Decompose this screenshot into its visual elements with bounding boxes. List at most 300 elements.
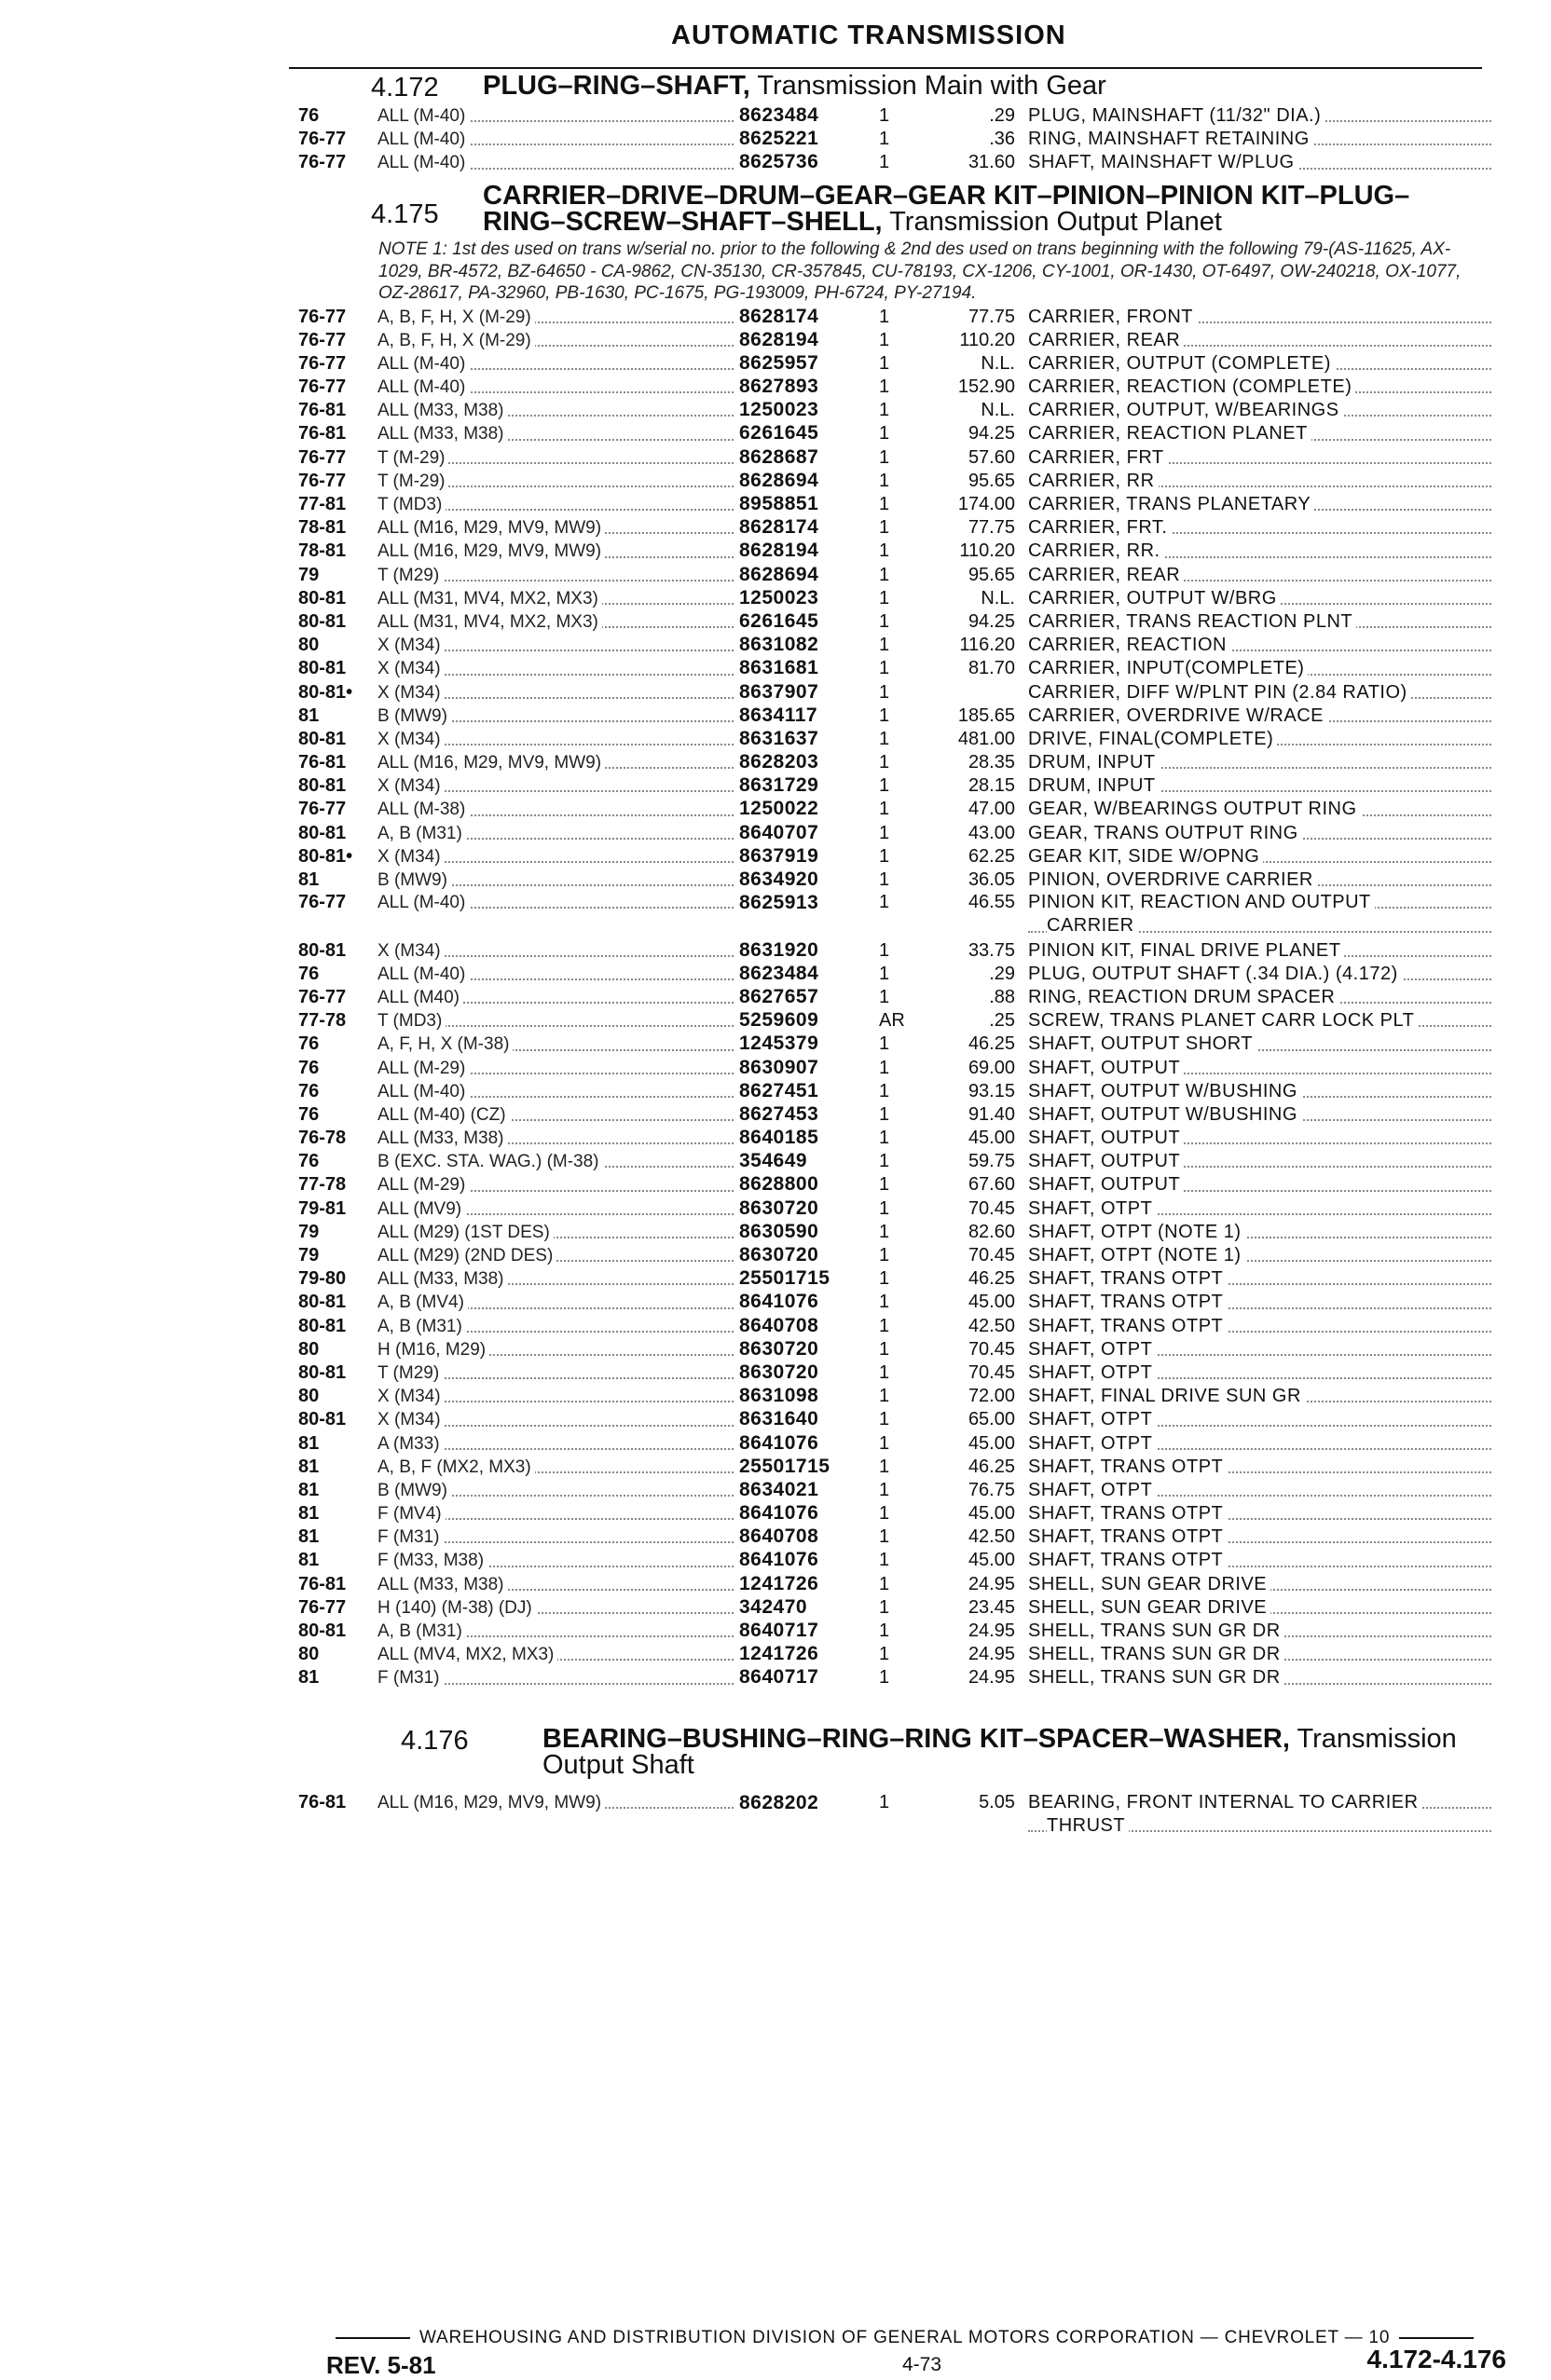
table-row <box>298 1431 1495 1455</box>
application <box>377 128 739 151</box>
part-description <box>1028 493 1495 516</box>
table-row <box>298 1290 1495 1313</box>
description-text: SHELL, TRANS SUN GR DR <box>1028 1644 1284 1664</box>
description-line <box>1028 1009 1495 1033</box>
part-description <box>1028 939 1495 963</box>
application-text: ALL (M-40) (CZ) <box>377 1105 510 1125</box>
description-text: CARRIER, REAR <box>1028 565 1184 585</box>
quantity: 1 <box>879 1361 890 1383</box>
description-line <box>1028 1620 1495 1643</box>
part-number: 8627893 <box>739 376 819 398</box>
application-text: B (MW9) <box>377 706 451 726</box>
description-line <box>1028 704 1495 728</box>
part-number: 8628174 <box>739 516 819 539</box>
list-price: .25 <box>989 1010 1015 1032</box>
description-line <box>1028 1361 1495 1385</box>
table-row <box>298 656 1495 679</box>
application <box>377 1666 739 1689</box>
application-text: ALL (M33, M38) <box>377 424 508 444</box>
part-description <box>1028 446 1495 470</box>
application <box>377 1573 739 1596</box>
application <box>377 1408 739 1431</box>
description-text: CARRIER, TRANS PLANETARY <box>1028 494 1314 514</box>
list-price: 82.60 <box>968 1221 1015 1242</box>
description-line <box>1028 1479 1495 1502</box>
part-description <box>1028 540 1495 563</box>
part-number: 8637919 <box>739 844 819 867</box>
table-row <box>298 1079 1495 1102</box>
part-description <box>1028 329 1495 352</box>
model-year: 80-81 <box>298 1361 347 1383</box>
part-description <box>1028 822 1495 845</box>
part-number: 25501715 <box>739 1455 830 1477</box>
table-row <box>298 797 1495 820</box>
list-price: 70.45 <box>968 1361 1015 1383</box>
part-number: 8641076 <box>739 1549 819 1571</box>
quantity: 1 <box>879 1644 890 1665</box>
description-line <box>1028 728 1495 751</box>
application-text: T (M29) <box>377 566 443 585</box>
part-description <box>1028 1502 1495 1525</box>
part-description <box>1028 1408 1495 1431</box>
description-line <box>1028 751 1495 774</box>
quantity: AR <box>879 1010 905 1032</box>
description-text: PINION KIT, FINAL DRIVE PLANET <box>1028 940 1344 961</box>
application-text: ALL (M-29) <box>377 1059 469 1078</box>
application-text: ALL (M16, M29, MV9, MW9) <box>377 518 605 538</box>
application <box>377 422 739 445</box>
list-price: 46.25 <box>968 1268 1015 1290</box>
table-row <box>298 633 1495 656</box>
application <box>377 470 739 493</box>
part-description <box>1028 422 1495 445</box>
list-price: 185.65 <box>957 704 1015 726</box>
table-row <box>298 305 1495 328</box>
quantity: 1 <box>879 728 890 749</box>
part-number: 8625221 <box>739 128 819 150</box>
table-row <box>298 1407 1495 1430</box>
section-number: 4.176 <box>401 1726 469 1756</box>
description-text: DRIVE, FINAL(COMPLETE) <box>1028 729 1277 749</box>
table-row <box>298 351 1495 375</box>
section-4-172 <box>298 73 1495 174</box>
part-description <box>1028 986 1495 1009</box>
table-row <box>298 539 1495 562</box>
part-number: 8628694 <box>739 563 819 585</box>
part-number: 8631082 <box>739 634 819 656</box>
table-row <box>298 1032 1495 1055</box>
section-title-line2-rest: Output Shaft <box>542 1750 694 1780</box>
list-price: 57.60 <box>968 446 1015 468</box>
part-number: 8628694 <box>739 469 819 491</box>
list-price: 77.75 <box>968 306 1015 327</box>
quantity: 1 <box>879 1409 890 1430</box>
list-price: 28.35 <box>968 752 1015 773</box>
description-line <box>1028 104 1495 128</box>
description-text: SHAFT, OTPT <box>1028 1409 1156 1429</box>
application <box>377 751 739 774</box>
table-row <box>298 515 1495 539</box>
section-4-176 <box>298 1726 1495 1838</box>
part-description <box>1028 1009 1495 1033</box>
list-price: 23.45 <box>968 1596 1015 1618</box>
application <box>377 1456 739 1479</box>
description-line <box>1028 681 1495 704</box>
description-text: GEAR KIT, SIDE W/OPNG <box>1028 846 1263 867</box>
application <box>377 1596 739 1620</box>
quantity: 1 <box>879 658 890 679</box>
list-price: 45.00 <box>968 1432 1015 1454</box>
quantity: 1 <box>879 635 890 656</box>
section-4-175 <box>298 183 1495 1689</box>
part-number: 8641076 <box>739 1502 819 1525</box>
model-year: 76-77 <box>298 152 347 173</box>
description-text: SHAFT, TRANS OTPT <box>1028 1550 1227 1570</box>
quantity: 1 <box>879 306 890 327</box>
table-row <box>298 1619 1495 1642</box>
part-description <box>1028 104 1495 128</box>
model-year: 76-77 <box>298 799 347 820</box>
model-year: 81 <box>298 1550 320 1571</box>
description-text: CARRIER, REAR <box>1028 330 1184 350</box>
part-description <box>1028 1080 1495 1103</box>
model-year: 80-81• <box>298 845 353 867</box>
table-row <box>298 1149 1495 1172</box>
table-row <box>298 962 1495 985</box>
page-header-title: AUTOMATIC TRANSMISSION <box>671 21 1066 50</box>
section-title-rest: Transmission Main with Gear <box>749 71 1106 101</box>
model-year: 76-77 <box>298 892 347 913</box>
quantity: 1 <box>879 1503 890 1525</box>
part-description <box>1028 1267 1495 1291</box>
section-title <box>542 1726 1457 1778</box>
description-line <box>1028 1057 1495 1080</box>
quantity: 1 <box>879 1573 890 1594</box>
table-row <box>298 704 1495 727</box>
part-description <box>1028 1103 1495 1127</box>
table-row <box>298 1172 1495 1196</box>
part-description <box>1028 774 1495 798</box>
list-price: 46.55 <box>968 892 1015 913</box>
list-price: N.L. <box>981 352 1015 374</box>
description-line <box>1028 1432 1495 1456</box>
application-text: ALL (M33, M38) <box>377 1128 508 1148</box>
part-number: 1250023 <box>739 586 819 609</box>
quantity: 1 <box>879 1221 890 1242</box>
list-price: 94.25 <box>968 423 1015 445</box>
application <box>377 493 739 516</box>
list-price: .36 <box>989 129 1015 150</box>
part-number: 8640707 <box>739 821 819 843</box>
table-row <box>298 727 1495 750</box>
list-price: 24.95 <box>968 1644 1015 1665</box>
model-year: 76 <box>298 1033 320 1055</box>
model-year: 76 <box>298 1080 320 1101</box>
quantity: 1 <box>879 517 890 539</box>
description-line <box>1028 516 1495 540</box>
application-text: X (M34) <box>377 730 445 749</box>
table-row <box>298 492 1495 515</box>
model-year: 76 <box>298 963 320 984</box>
part-description <box>1028 657 1495 680</box>
application-text: B (EXC. STA. WAG.) (M-38) <box>377 1152 603 1171</box>
description-line <box>1028 939 1495 963</box>
description-line <box>1028 1173 1495 1197</box>
quantity: 1 <box>879 1456 890 1477</box>
description-line <box>1028 1103 1495 1127</box>
model-year: 80 <box>298 1386 320 1407</box>
model-year: 76-77 <box>298 306 347 327</box>
application <box>377 1103 739 1127</box>
application-text: T (M29) <box>377 1363 443 1383</box>
description-text: CARRIER, DIFF W/PLNT PIN (2.84 RATIO) <box>1028 682 1411 703</box>
list-price: 5.05 <box>979 1792 1015 1812</box>
description-line <box>1028 470 1495 493</box>
model-year: 80-81 <box>298 610 347 632</box>
description-text: SHAFT, OTPT <box>1028 1433 1156 1454</box>
description-line <box>1028 1525 1495 1549</box>
quantity: 1 <box>879 1103 890 1125</box>
quantity: 1 <box>879 540 890 562</box>
parts-list <box>298 103 1495 174</box>
model-year: 76-77 <box>298 329 347 350</box>
application <box>377 1479 739 1502</box>
quantity: 1 <box>879 1174 890 1196</box>
description-text: CARRIER, TRANS REACTION PLNT <box>1028 611 1356 632</box>
table-row <box>298 609 1495 633</box>
table-row <box>298 821 1495 844</box>
quantity: 1 <box>879 1432 890 1454</box>
description-line <box>1028 493 1495 516</box>
model-year: 76 <box>298 1057 320 1078</box>
description-line <box>1028 399 1495 422</box>
part-number: 8628194 <box>739 540 819 562</box>
quantity: 1 <box>879 1621 890 1642</box>
model-year: 80-81 <box>298 939 347 961</box>
description-line <box>1028 1267 1495 1291</box>
description-text: THRUST <box>1047 1815 1129 1836</box>
description-text: PLUG, MAINSHAFT (11/32" DIA.) <box>1028 105 1325 126</box>
description-text: DRUM, INPUT <box>1028 775 1160 796</box>
table-row <box>298 891 1495 937</box>
part-number: 8640185 <box>739 1127 819 1149</box>
quantity: 1 <box>879 470 890 491</box>
application-text: X (M34) <box>377 847 445 867</box>
part-description <box>1028 470 1495 493</box>
part-number: 8631920 <box>739 938 819 961</box>
description-line <box>1028 1244 1495 1267</box>
part-number: 354649 <box>739 1150 808 1172</box>
table-row <box>298 1056 1495 1079</box>
application-text: A (M33) <box>377 1434 444 1454</box>
quantity: 1 <box>879 1792 890 1812</box>
description-line <box>1028 446 1495 470</box>
list-price: .29 <box>989 105 1015 126</box>
description-line <box>1028 1127 1495 1150</box>
part-description <box>1028 1338 1495 1361</box>
quantity: 1 <box>879 129 890 150</box>
description-line <box>1028 1573 1495 1596</box>
description-text: SHAFT, TRANS OTPT <box>1028 1457 1227 1477</box>
part-number: 8623484 <box>739 962 819 984</box>
application-text: ALL (M-29) <box>377 1175 469 1195</box>
list-price: 72.00 <box>968 1386 1015 1407</box>
description-line <box>1028 1033 1495 1056</box>
part-number: 8625957 <box>739 351 819 374</box>
part-number: 25501715 <box>739 1267 830 1290</box>
quantity: 1 <box>879 822 890 843</box>
part-number: 8630720 <box>739 1244 819 1266</box>
table-row <box>298 985 1495 1008</box>
part-description <box>1028 352 1495 376</box>
application-text: ALL (M-40) <box>377 893 469 912</box>
description-text: SHAFT, OUTPUT <box>1028 1128 1184 1148</box>
part-number: 8628194 <box>739 328 819 350</box>
description-text: CARRIER, OVERDRIVE W/RACE <box>1028 705 1327 726</box>
model-year: 81 <box>298 1526 320 1548</box>
application <box>377 1080 739 1103</box>
part-description <box>1028 798 1495 821</box>
model-year: 76-81 <box>298 1573 347 1594</box>
header-rule <box>289 67 1482 69</box>
table-row <box>298 445 1495 469</box>
table-row <box>298 1478 1495 1501</box>
list-price: 81.70 <box>968 658 1015 679</box>
model-year: 76 <box>298 1103 320 1125</box>
section-heading <box>298 1726 1495 1778</box>
description-line <box>1028 914 1495 937</box>
model-year: 79 <box>298 1245 320 1266</box>
part-description <box>1028 1127 1495 1150</box>
part-description <box>1028 704 1495 728</box>
application-text: A, B, F (MX2, MX3) <box>377 1457 535 1477</box>
description-text: BEARING, FRONT INTERNAL TO CARRIER <box>1028 1792 1422 1812</box>
part-description <box>1028 610 1495 634</box>
quantity: 1 <box>879 1128 890 1149</box>
application-text: X (M34) <box>377 941 445 961</box>
list-price: 76.75 <box>968 1479 1015 1500</box>
table-row <box>298 1314 1495 1337</box>
application-text: ALL (M16, M29, MV9, MW9) <box>377 753 605 773</box>
quantity: 1 <box>879 775 890 797</box>
table-row <box>298 750 1495 773</box>
description-text: SHAFT, OTPT <box>1028 1339 1156 1360</box>
quantity: 1 <box>879 963 890 984</box>
table-row <box>298 1548 1495 1571</box>
model-year: 80-81 <box>298 1315 347 1336</box>
section-note: NOTE 1: 1st des used on trans w/serial no. prior to the following & 2nd des used on trans beginning with the following 79-(AS-11625, AX-1029, BR-4572, BZ-64650 - CA-9862, CN-35130, CR-357845, CU-78193, CX-1206, CY-1001, OR-1430, OT-6497, OW-240218, OX-1077, OZ-28617, PA-32960, PB-1630, PC-1675, PG-193009, PH-6724, PY-27194. <box>378 239 1462 303</box>
model-year: 80 <box>298 635 320 656</box>
description-text: CARRIER, FRT. <box>1028 517 1171 538</box>
table-row <box>298 375 1495 398</box>
application-text: F (M31) <box>377 1527 444 1547</box>
part-number: 5259609 <box>739 1009 819 1032</box>
part-description <box>1028 1620 1495 1643</box>
list-price: 45.00 <box>968 1503 1015 1525</box>
quantity: 1 <box>879 1479 890 1500</box>
part-description <box>1028 1033 1495 1056</box>
table-row <box>298 680 1495 704</box>
table-row <box>298 1197 1495 1220</box>
part-description <box>1028 1432 1495 1456</box>
description-line <box>1028 657 1495 680</box>
application <box>377 329 739 352</box>
part-description <box>1028 1525 1495 1549</box>
description-line <box>1028 1666 1495 1689</box>
quantity: 1 <box>879 869 890 890</box>
quantity: 1 <box>879 446 890 468</box>
quantity: 1 <box>879 986 890 1007</box>
application <box>377 728 739 751</box>
description-line <box>1028 986 1495 1009</box>
application <box>377 399 739 422</box>
table-row <box>298 1102 1495 1126</box>
description-text: CARRIER <box>1047 915 1138 936</box>
quantity: 1 <box>879 494 890 514</box>
description-line <box>1028 1502 1495 1525</box>
description-text: RING, REACTION DRUM SPACER <box>1028 987 1338 1007</box>
list-price: 24.95 <box>968 1667 1015 1689</box>
description-line <box>1028 128 1495 151</box>
model-year: 76-81 <box>298 423 347 445</box>
description-line <box>1028 1150 1495 1173</box>
application-text: F (M31) <box>377 1668 444 1688</box>
quantity: 1 <box>879 587 890 609</box>
description-line <box>1028 1814 1495 1838</box>
description-text: CARRIER, REACTION <box>1028 635 1230 655</box>
part-number: 6261645 <box>739 422 819 445</box>
description-text: SHAFT, OTPT <box>1028 1362 1156 1383</box>
description-text: CARRIER, INPUT(COMPLETE) <box>1028 658 1308 678</box>
description-text: SHAFT, OTPT (NOTE 1) <box>1028 1245 1245 1265</box>
application-text: X (M34) <box>377 659 445 678</box>
part-description <box>1028 306 1495 329</box>
description-text: GEAR, TRANS OUTPUT RING <box>1028 823 1302 843</box>
section-range: 4.172-4.176 <box>1366 2345 1506 2373</box>
model-year: 81 <box>298 1667 320 1689</box>
part-description <box>1028 1456 1495 1479</box>
description-line <box>1028 963 1495 986</box>
application-text: H (M16, M29) <box>377 1340 489 1360</box>
part-description <box>1028 1596 1495 1620</box>
list-price: 70.45 <box>968 1197 1015 1219</box>
part-description <box>1028 564 1495 587</box>
part-number: 8631729 <box>739 774 819 797</box>
list-price: 116.20 <box>959 635 1015 656</box>
part-description <box>1028 1361 1495 1385</box>
table-row <box>298 1126 1495 1149</box>
application-text: F (MV4) <box>377 1504 446 1524</box>
part-description <box>1028 1057 1495 1080</box>
description-line <box>1028 845 1495 869</box>
description-line <box>1028 306 1495 329</box>
quantity: 1 <box>879 105 890 126</box>
description-line <box>1028 1791 1495 1814</box>
application-text: ALL (M31, MV4, MX2, MX3) <box>377 612 602 632</box>
section-title-caps: BEARING–BUSHING–RING–RING KIT–SPACER–WASHER, <box>542 1724 1290 1754</box>
application <box>377 1525 739 1549</box>
description-text: SHAFT, OUTPUT W/BUSHING <box>1028 1104 1301 1125</box>
model-year: 76-81 <box>298 752 347 773</box>
description-text: PINION, OVERDRIVE CARRIER <box>1028 869 1317 890</box>
model-year: 80-81 <box>298 728 347 749</box>
table-row <box>298 563 1495 586</box>
application-text: ALL (M-40) <box>377 153 469 172</box>
model-year: 76-77 <box>298 129 347 150</box>
application-text: X (M34) <box>377 636 445 655</box>
description-text: SCREW, TRANS PLANET CARR LOCK PLT <box>1028 1010 1418 1031</box>
part-number: 8628202 <box>739 1792 819 1813</box>
